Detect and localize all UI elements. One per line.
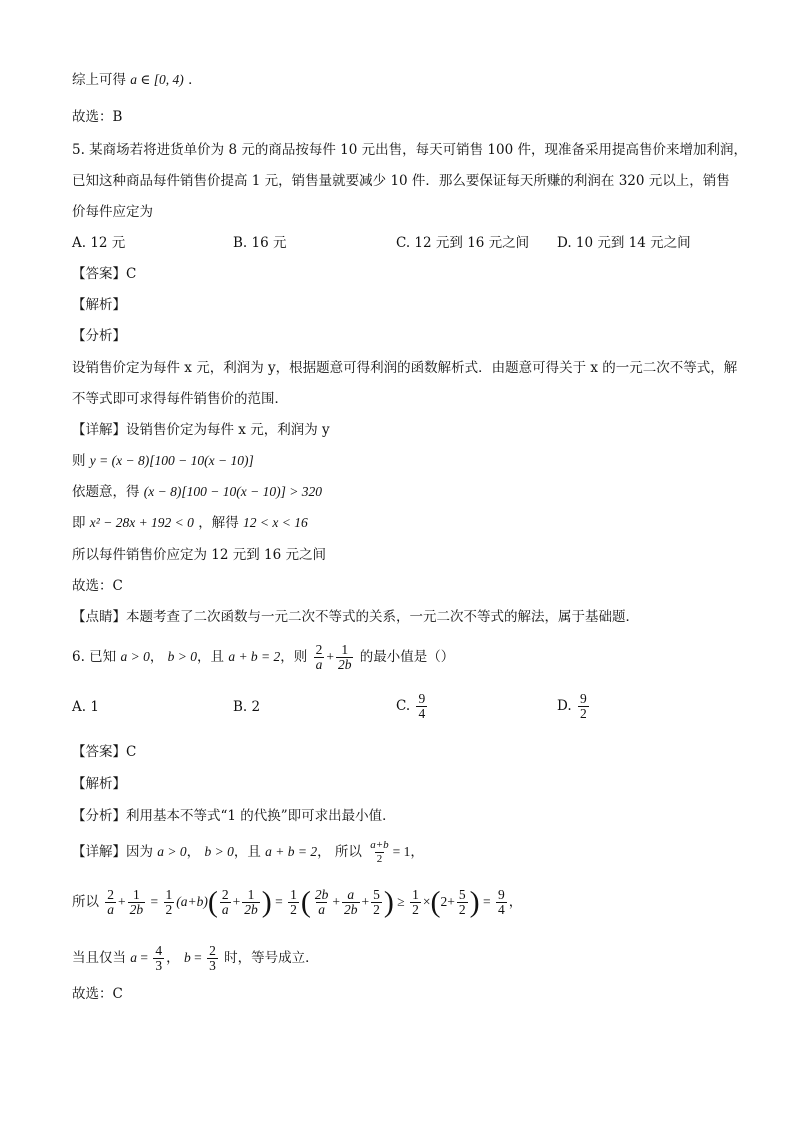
q6-fenxi: 【分析】利用基本不等式“1 的代换”即可求出最小值． xyxy=(72,808,396,824)
q6-equality-suffix: 时，等号成立． xyxy=(224,950,319,966)
q5-stem-line1: 5. 某商场若将进货单价为 8 元的商品按每件 10 元出售，每天可销售 100 件，现准备采用提高售价来增加利润， xyxy=(72,142,747,158)
q6-stem-prefix: 6. 已知 xyxy=(72,649,117,665)
q6-equality-prefix: 当且仅当 xyxy=(72,950,126,966)
q6-detail-eq1: = 1 xyxy=(392,844,411,859)
q6-option-d-value: $\frac{9}{2}$ xyxy=(579,690,587,721)
prev-conclusion: 综上可得 a ∈ [0, 4) ． xyxy=(72,72,202,88)
q5-detail-line3-prefix: 依题意，得 xyxy=(72,484,140,500)
q6-select: 故选：C xyxy=(72,986,123,1002)
q6-cond-b: b > 0 xyxy=(167,649,198,664)
q6-cond-a: a > 0 xyxy=(120,649,150,664)
q5-option-d: D. 10 元到 14 元之间 xyxy=(557,235,691,251)
q5-detail-line5: 所以每件销售价应定为 12 元到 16 元之间 xyxy=(72,547,327,563)
q5-quadratic-inequality: x² − 28x + 192 < 0 xyxy=(89,515,194,530)
q6-detail-so: 所以 xyxy=(334,844,362,860)
q6-detail-head: 【详解】因为 xyxy=(72,844,153,860)
q5-detail-line4-mid: ，解得 xyxy=(198,515,239,531)
q5-solution-range: 12 < x < 16 xyxy=(243,515,308,530)
q6-stem-suffix: 的最小值是（） xyxy=(359,649,455,665)
prev-conclusion-prefix: 综上可得 xyxy=(72,72,126,88)
q5-stem-line2: 已知这种商品每件销售价提高 1 元，销售量就要减少 10 件．那么要保证每天所赚的利润在 320 元以上，销售 xyxy=(72,173,730,189)
q5-stem-line3: 价每件应定为 xyxy=(72,204,153,220)
q6-main-derivation: 所以 $\frac{2}{a}$ + $\frac{1}{2b}$ = $\frac{1}{2}$ (a+b)( $\frac{2}{a}$ + $\frac{1}{2b}$ ) = $\frac{1}{2}$ ( $\frac{2b}{a}$ + $\frac{a}{2b}$ + $\frac{5}{2}$ ) ≥ $\frac{1}{2}$ ×(2+ $\frac{5}{2}$ ) = $\frac{9}{4}$ ， xyxy=(72,885,523,919)
q6-detail-cond-a: a > 0 xyxy=(157,844,187,859)
q5-fenxi-line2: 不等式即可求得每件销售价的范围． xyxy=(72,391,288,407)
q5-inequality: (x − 8)[100 − 10(x − 10)] > 320 xyxy=(143,484,322,499)
q5-select: 故选：C xyxy=(72,578,123,594)
q6-expr-frac-2a: $\frac{2}{a}$ xyxy=(315,641,323,672)
q6-equality-condition: 当且仅当 a = $\frac{4}{3}$ ， b = $\frac{2}{3}$ 时，等号成立． xyxy=(72,942,319,973)
q6-option-d-label: D. xyxy=(557,698,572,714)
q5-option-c: C. 12 元到 16 元之间 xyxy=(396,235,530,251)
q5-jiexi: 【解析】 xyxy=(72,297,126,313)
q6-cond-sum: a + b = 2 xyxy=(228,649,281,664)
q6-derivation-prefix: 所以 xyxy=(72,894,99,910)
q5-detail-line2-prefix: 则 xyxy=(72,453,86,469)
q6-option-c-label: C. xyxy=(396,698,411,714)
q6-expr-frac-1-2b: $\frac{1}{2b}$ xyxy=(337,641,352,672)
q5-option-b: B. 16 元 xyxy=(233,235,287,251)
q5-detail-line4-prefix: 即 xyxy=(72,515,86,531)
q6-jiexi: 【解析】 xyxy=(72,776,126,792)
q5-detail-line2 xyxy=(72,451,254,471)
q5-comment: 【点睛】本题考查了二次函数与一元二次不等式的关系，一元二次不等式的解法，属于基础题． xyxy=(72,609,639,625)
q6-detail-line1: 【详解】因为 a > 0， b > 0，且 a + b = 2， 所以 $\frac{a+b}{2}$ = 1， xyxy=(72,839,424,865)
q5-detail-line4 xyxy=(72,513,308,533)
q6-option-c xyxy=(396,686,429,726)
q6-option-a: A. 1 xyxy=(72,699,99,715)
q5-profit-function: y = (x − 8)[100 − 10(x − 10)] xyxy=(89,453,254,468)
q5-fenxi-line1: 设销售价定为每件 x 元，利润为 y，根据题意可得利润的函数解析式．由题意可得关于 x 的一元二次不等式，解 xyxy=(72,360,738,376)
q6-detail-cond-b: b > 0 xyxy=(204,844,234,859)
q6-answer: 【答案】C xyxy=(72,744,137,760)
q5-detail-line3 xyxy=(72,482,322,502)
q6-option-c-value: $\frac{9}{4}$ xyxy=(418,690,426,721)
prev-conclusion-math: a ∈ [0, 4) xyxy=(130,72,184,87)
q5-detail-line1: 【详解】设销售价定为每件 x 元，利润为 y xyxy=(72,422,330,438)
q5-option-a: A. 12 元 xyxy=(72,235,126,251)
q6-option-d xyxy=(557,686,591,726)
q5-answer: 【答案】C xyxy=(72,266,137,282)
q6-option-b: B. 2 xyxy=(233,699,261,715)
q6-stem-ze: ，则 xyxy=(280,649,308,665)
prev-answer: 故选：B xyxy=(72,109,123,125)
q6-half-sum-frac: $\frac{a+b}{2}$ xyxy=(370,839,389,865)
q5-fenxi-heading: 【分析】 xyxy=(72,328,126,344)
q6-stem: 6. 已知 a > 0， b > 0，且 a + b = 2，则 $\frac{2}{a}$ + $\frac{1}{2b}$ 的最小值是（） xyxy=(72,641,455,672)
q6-detail-cond-sum: a + b = 2 xyxy=(265,844,318,859)
